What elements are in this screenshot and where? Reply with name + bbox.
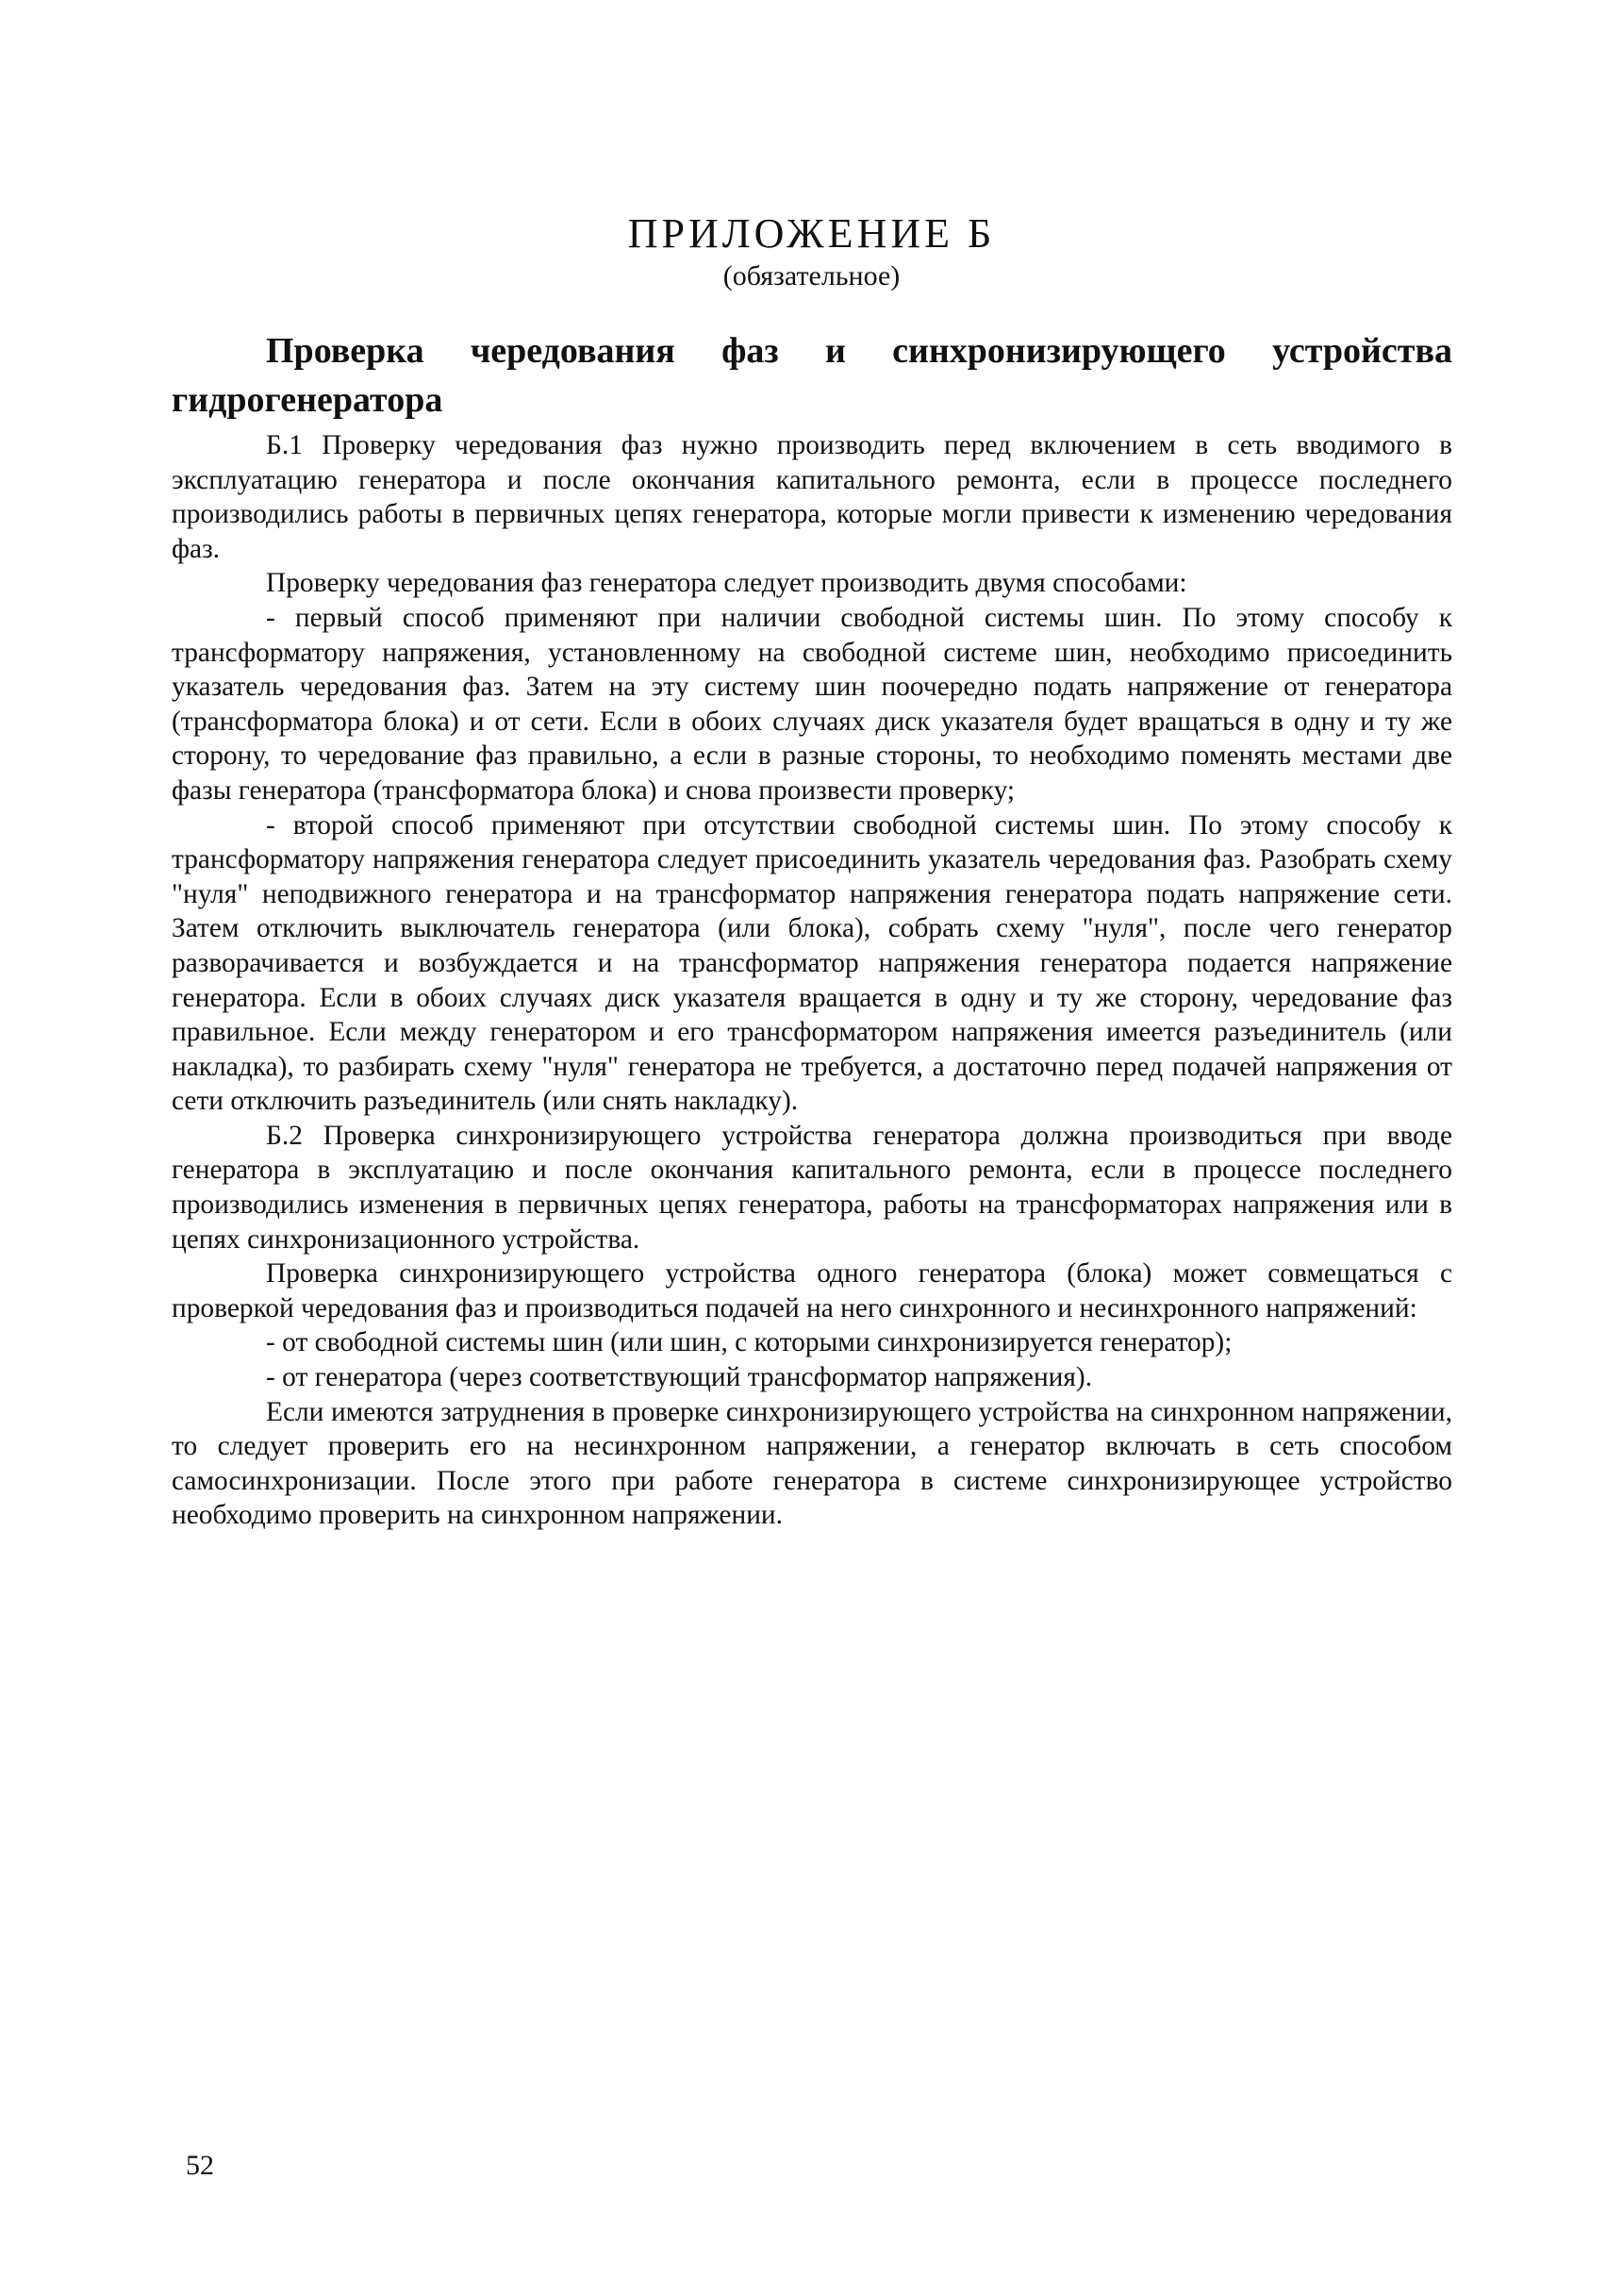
paragraph-list-item-bus: - от свободной системы шин (или шин, с которыми синхронизируется генератор);: [266, 1327, 1233, 1358]
appendix-title: ПРИЛОЖЕНИЕ Б: [627, 210, 996, 257]
paragraph-difficulties: Если имеются затруднения в проверке синхронизирующего устройства на синхронном напряжении, то следует проверить его на несинхронном напряжении, а генератор включать в сеть способом самосинхронизации. После этого при работе генератора в системе синхронизирующее устройство необходимо проверить на синхронном напряжении.: [172, 1396, 1452, 1531]
paragraph-list-item-generator: - от генератора (через соответствующий трансформатор напряжения).: [266, 1362, 1093, 1393]
paragraph-first-method: - первый способ применяют при наличии свободной системы шин. По этому способу к трансформатору напряжения, установленному на свободной системе шин, необходимо присоединить указатель чередования фаз. Затем на эту систему шин поочередно подать напряжение от генератора (трансформатора блока) и от сети. Если в обоих случаях диск указателя будет вращаться в одну и ту же сторону, то чередование фаз правильно, а если в разные стороны, то необходимо поменять местами две фазы генератора (трансформатора блока) и снова произвести проверку;: [172, 602, 1452, 806]
paragraph-second-method: - второй способ применяют при отсутствии свободной системы шин. По этому способу к трансформатору напряжения генератора следует присоединить указатель чередования фаз. Разобрать схему "нуля" неподвижного генератора и на трансформатор напряжения генератора подать напряжение сети. Затем отключить выключатель генератора (или блока), собрать схему "нуля", после чего генератор разворачивается и возбуждается и на трансформатор напряжения генератора подается напряжение генератора. Если в обоих случаях диск указателя вращается в одну и ту же сторону, чередование фаз правильное. Если между генератором и его трансформатором напряжения имеется разъединитель (или накладка), то разбирать схему "нуля" генератора не требуется, а достаточно перед подачей напряжения от сети отключить разъединитель (или снять накладку).: [172, 809, 1452, 1117]
body-text: [172, 428, 1452, 1533]
appendix-subtitle: (обязательное): [722, 260, 901, 291]
paragraph-b1: Б.1 Проверку чередования фаз нужно производить перед включением в сеть вводимого в эксплуатацию генератора и после окончания капитального ремонта, если в процессе последнего производились работы в первичных цепях генератора, которые могли привести к изменению чередования фаз.: [172, 430, 1452, 564]
section-heading: Проверка чередования фаз и синхронизирующего устройства гидрогенератора: [172, 331, 1452, 420]
paragraph-sync-check: Проверка синхронизирующего устройства одного генератора (блока) может совмещаться с проверкой чередования фаз и производиться подачей на него синхронного и несинхронного напряжений:: [172, 1258, 1452, 1323]
page-number: 52: [186, 2150, 214, 2181]
paragraph-b2: Б.2 Проверка синхронизирующего устройства генератора должна производиться при вводе генератора в эксплуатацию и после окончания капитального ремонта, если в процессе последнего производились изменения в первичных цепях генератора, работы на трансформаторах напряжения или в цепях синхронизационного устройства.: [172, 1120, 1452, 1255]
paragraph-methods-intro: Проверку чередования фаз генератора следует производить двумя способами:: [266, 568, 1187, 599]
